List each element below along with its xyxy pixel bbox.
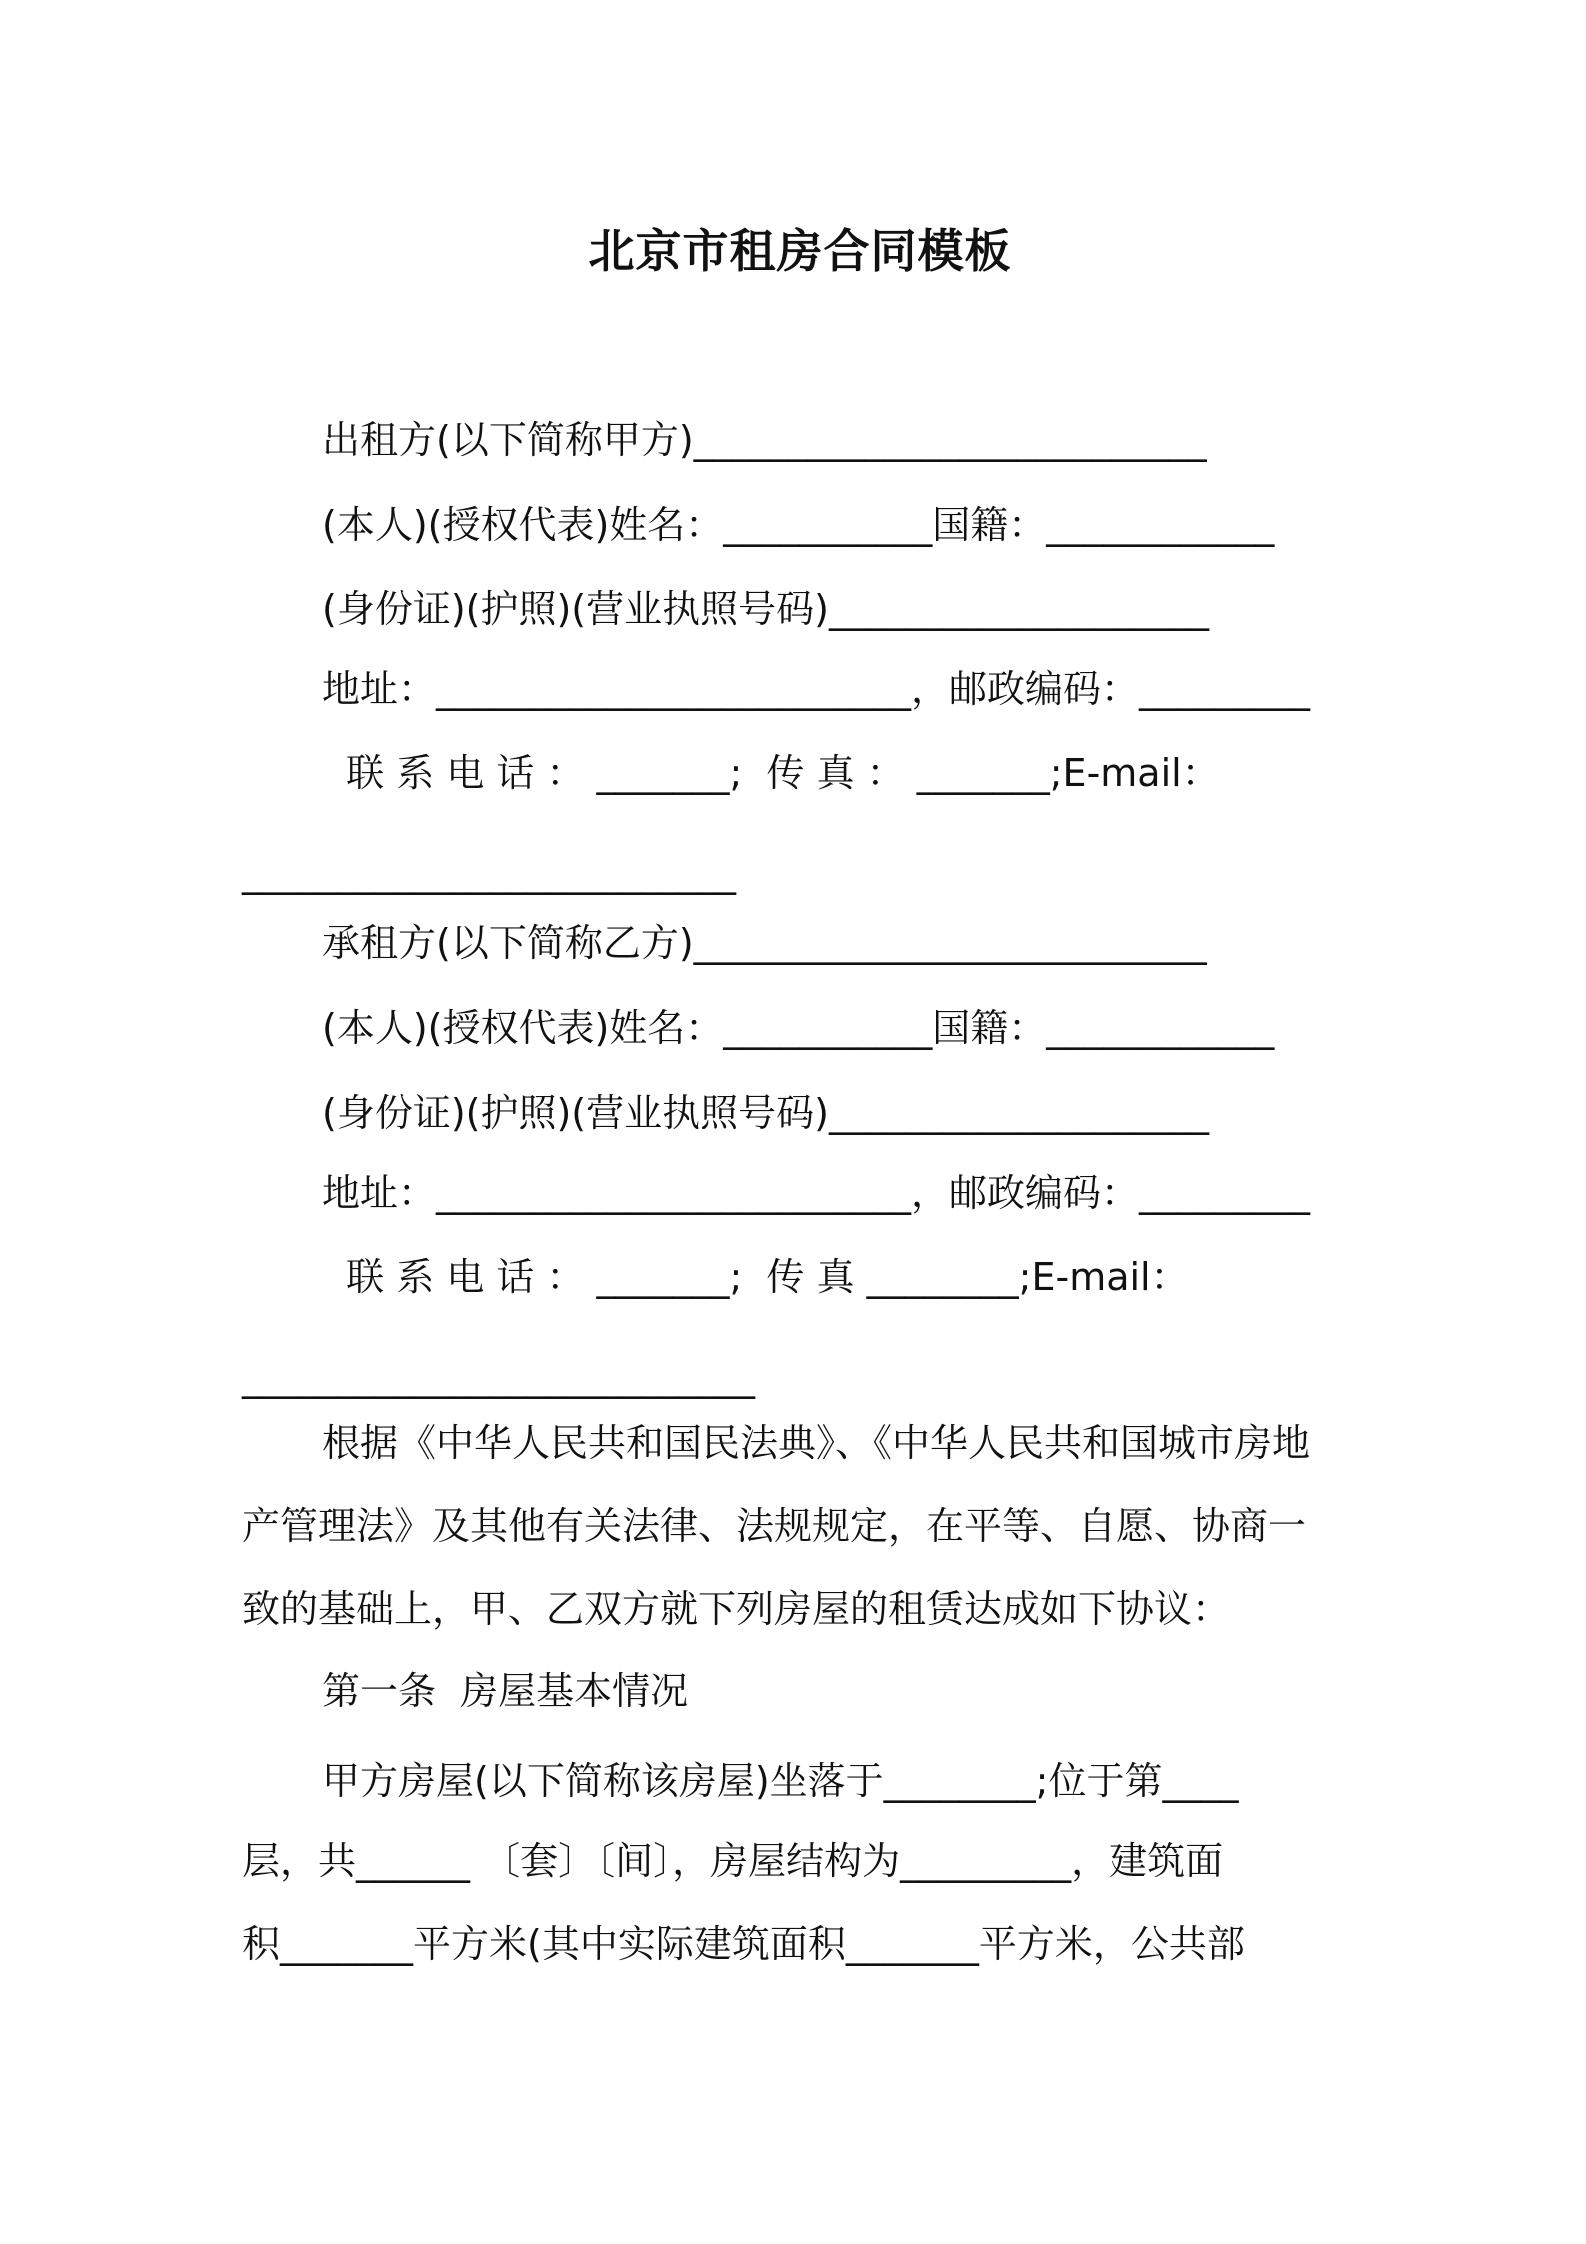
party-a-heading: 出租方(以下简称甲方)___________________________ [322, 418, 1207, 462]
party-a-id-line: (身份证)(护照)(营业执照号码)____________________ [322, 587, 1209, 631]
party-a-email-blank: __________________________ [242, 851, 736, 895]
party-b-heading: 承租方(以下简称乙方)___________________________ [322, 921, 1207, 965]
preamble-line-1: 根据《中华人民共和国民法典》、《中华人民共和国城市房地 [322, 1421, 1311, 1465]
party-a-address-line: 地址：_________________________，邮政编码：_________ [322, 667, 1311, 711]
party-b-address-line: 地址：_________________________，邮政编码：_________ [322, 1171, 1311, 1215]
party-a-name-line: (本人)(授权代表)姓名：___________国籍：____________ [322, 503, 1275, 547]
article-1-line-1: 甲方房屋(以下简称该房屋)坐落于________;位于第____ [322, 1759, 1239, 1803]
article-1-line-2: 层，共______ 〔套〕〔间〕，房屋结构为_________，建筑面 [242, 1839, 1224, 1883]
article-1-line-3: 积_______平方米(其中实际建筑面积_______平方米，公共部 [242, 1922, 1245, 1966]
preamble-line-2: 产管理法》及其他有关法律、法规规定，在平等、自愿、协商一 [242, 1504, 1307, 1548]
preamble-line-3: 致的基础上，甲、乙双方就下列房屋的租赁达成如下协议： [242, 1587, 1231, 1631]
party-b-name-line: (本人)(授权代表)姓名：___________国籍：____________ [322, 1006, 1275, 1050]
document-title: 北京市租房合同模板 [588, 224, 1012, 278]
party-a-contact-line: 联 系 电 话 ： _______; 传 真 ： _______;E-mail： [322, 751, 1220, 795]
party-b-contact-line: 联 系 电 话 ： _______; 传 真 ________;E-mail： [322, 1255, 1189, 1299]
party-b-email-blank: ___________________________ [242, 1355, 755, 1399]
article-1-heading: 第一条 房屋基本情况 [322, 1669, 689, 1713]
party-b-id-line: (身份证)(护照)(营业执照号码)____________________ [322, 1091, 1209, 1135]
